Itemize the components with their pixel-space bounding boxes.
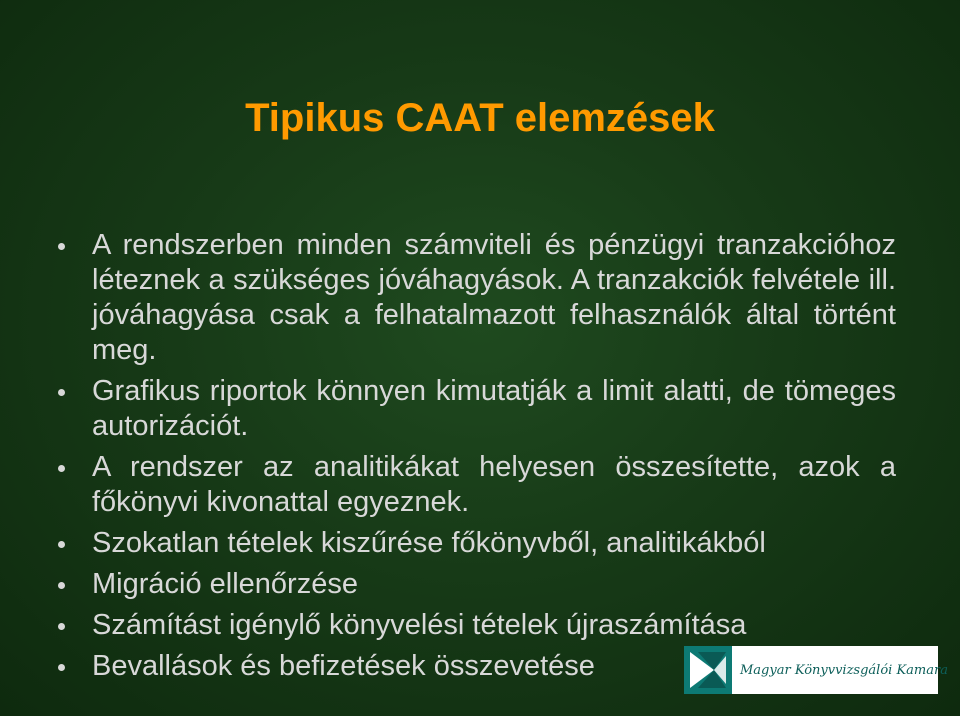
bullet-item	[54, 228, 896, 368]
bullet-text: A rendszerben minden számviteli és pénzügyi tranzakcióhoz léteznek a szükséges jóváhagyások. A tranzakciók felvétele ill. jóváhagyása csak a felhatalmazott felhasználók által történt meg.	[92, 229, 896, 366]
kamara-logo	[684, 646, 948, 694]
bullet-text: Grafikus riportok könnyen kimutatják a limit alatti, de tömeges autorizációt.	[92, 375, 896, 442]
bullet-item	[54, 450, 896, 520]
bullet-text: Számítást igénylő könyvelési tételek újraszámítása	[92, 609, 747, 641]
bullet-item	[54, 374, 896, 444]
bullet-text: A rendszer az analitikákat helyesen összesítette, azok a főkönyvi kivonattal egyeznek.	[92, 451, 896, 518]
bullet-text: Bevallások és befizetések összevetése	[92, 650, 595, 682]
bullet-dot	[58, 623, 65, 630]
kamara-logo-text: Magyar Könyvvizsgálói Kamara	[740, 662, 948, 678]
bullet-dot	[58, 389, 65, 396]
bullet-item	[54, 567, 896, 602]
slide-title: Tipikus CAAT elemzések	[245, 96, 715, 140]
bullet-text: Migráció ellenőrzése	[92, 568, 358, 600]
bullet-dot	[58, 664, 65, 671]
bullet-text: Szokatlan tételek kiszűrése főkönyvből, analitikákból	[92, 527, 766, 559]
bullet-list	[54, 228, 896, 690]
bullet-dot	[58, 582, 65, 589]
bullet-item	[54, 608, 896, 643]
bullet-dot	[58, 541, 65, 548]
kamara-logo-icon	[684, 646, 732, 694]
bullet-dot	[58, 243, 65, 250]
bullet-dot	[58, 465, 65, 472]
bullet-item	[54, 526, 896, 561]
